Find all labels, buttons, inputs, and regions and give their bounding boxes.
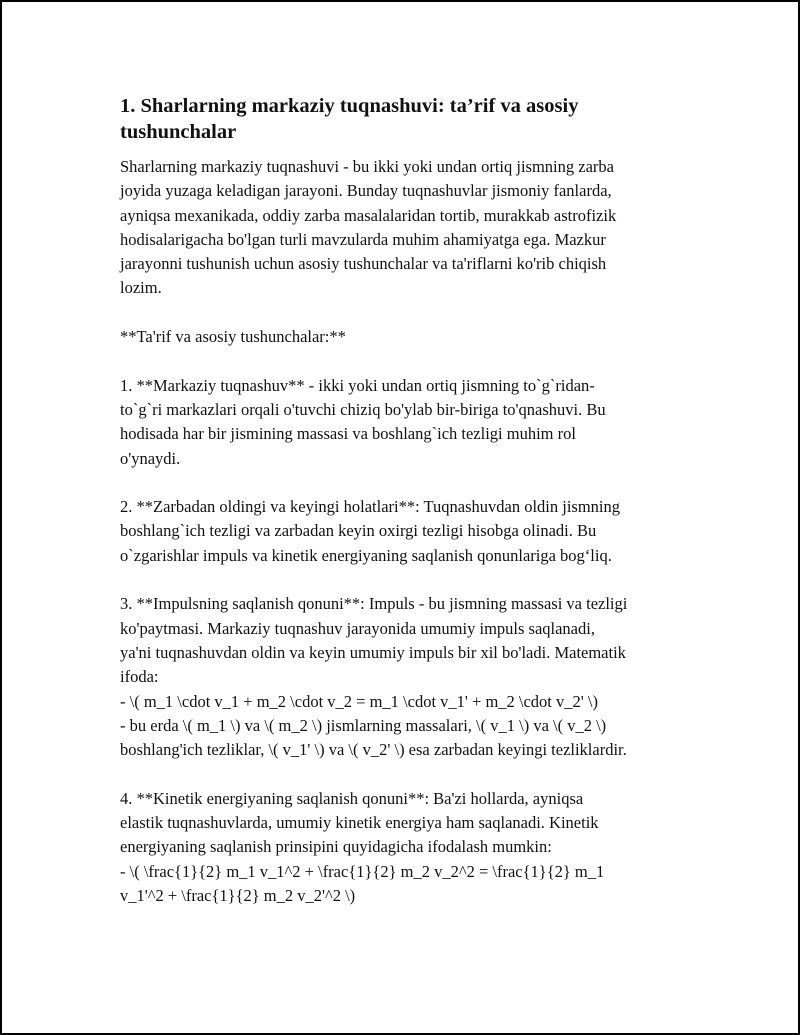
list-item-before-after-states: 2. **Zarbadan oldingi va keyingi holatlari**: Tuqnashuvdan oldin jismning boshlang`ich tezligi va zarbadan keyin oxirgi tezligi hisobga olinadi. Bu o`zgarishlar impuls va kinetik energiyaning saqlanish qonunlariga bog‘liq.: [120, 497, 620, 565]
paragraph-gap: [120, 568, 738, 592]
definitions-heading: **Ta'rif va asosiy tushunchalar:**: [120, 327, 346, 347]
paragraph-gap: [120, 762, 738, 786]
list-item-kinetic-energy-conservation: 4. **Kinetik energiyaning saqlanish qonuni**: Ba'zi hollarda, ayniqsa elastik tuqnashuvlarda, umumiy kinetik energiya ham saqlanadi. Kinetik energiyaning saqlanish prinsipini quyidagicha ifodalash mumkin: - \( \frac{1}{2} m_1 v_1^2 + \frac{1}{2} m_2 v_2^2 = \frac{1}{2} m_1 v_1'^2 + \frac{1}{2} m_2 v_2'^2 \): [120, 788, 605, 905]
intro-paragraph: Sharlarning markaziy tuqnashuvi - bu ikki yoki undan ortiq jismning zarba joyida yuzaga keladigan jarayoni. Bunday tuqnashuvlar jismoniy fanlarda, ayniqsa mexanikada, oddiy zarba masalalaridan tortib, murakkab astrofizik hodisalarigacha bo'lgan turli mavzularda muhim ahamiyatga ega. Mazkur jarayonni tushunish uchun asosiy tushunchalar va ta'riflarni ko'rib chiqish lozim.: [120, 157, 617, 298]
list-item-momentum-conservation: 3. **Impulsning saqlanish qonuni**: Impuls - bu jismning massasi va tezligi ko'paytmasi. Markaziy tuqnashuv jarayonida umumiy impuls saqlanadi, ya'ni tuqnashuvdan oldin va keyin umumiy impuls bir xil bo'ladi. Matematik ifoda: - \( m_1 \cdot v_1 + m_2 \cdot v_2 = m_1 \cdot v_1' + m_2 \cdot v_2' \) - bu erda \( m_1 \) va \( m_2 \) jismlarning massalari, \( v_1 \) va \( v_2 \) boshlang'ich tezliklar, \( v_1' \) va \( v_2' \) esa zarbadan keyingi tezliklardir.: [120, 594, 628, 760]
paragraph-gap: [120, 471, 738, 495]
paragraph-gap: [120, 301, 738, 325]
list-item-central-collision: 1. **Markaziy tuqnashuv** - ikki yoki undan ortiq jismning to`g`ridan- to`g`ri markazlari orqali o'tuvchi chiziq bo'ylab bir-biriga to'qnashuvi. Bu hodisada har bir jismining massasi va boshlang`ich tezligi muhim rol o'ynaydi.: [120, 375, 606, 468]
section-title: 1. Sharlarning markaziy tuqnashuvi: ta’rif va asosiy tushunchalar: [120, 95, 579, 143]
paragraph-gap: [120, 349, 738, 373]
